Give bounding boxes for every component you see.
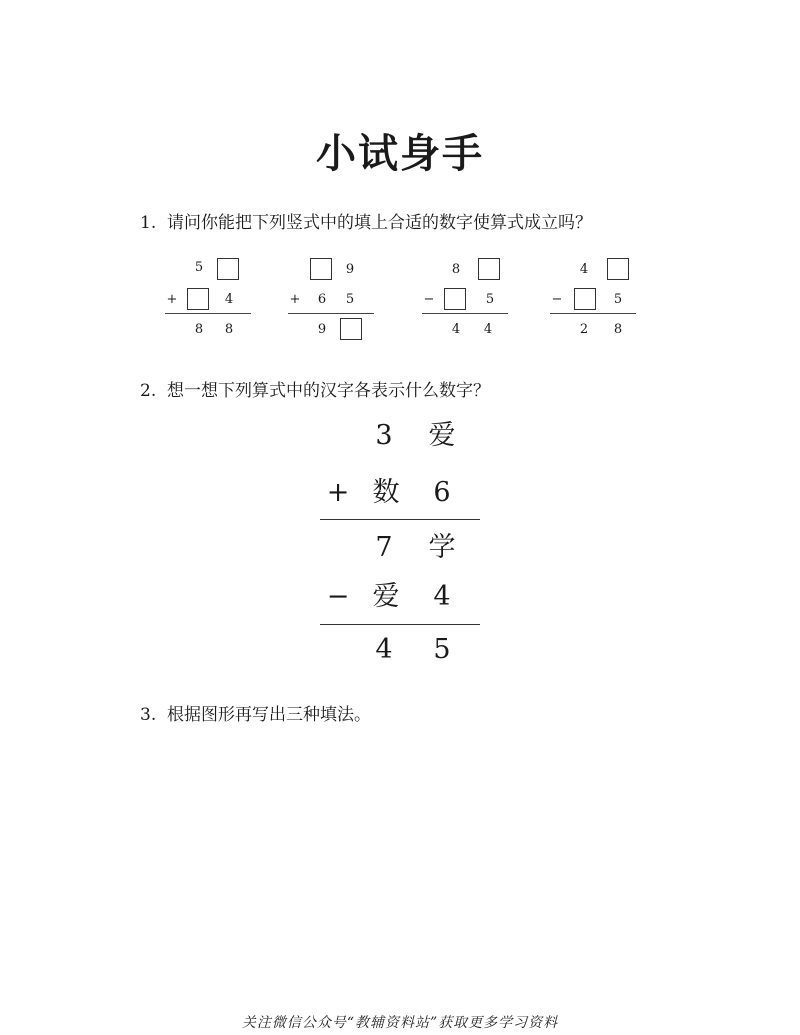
- digit: 8: [451, 262, 461, 277]
- digit: 4: [579, 262, 589, 277]
- digit: 5: [485, 292, 495, 307]
- difference-line: [422, 313, 508, 314]
- vertical-subtraction-2: [550, 258, 650, 338]
- question-text: 想一想下列算式中的汉字各表示什么数字？: [167, 381, 491, 401]
- question-3: [140, 700, 371, 725]
- sum-line: [320, 519, 480, 520]
- footer-watermark: 关注微信公众号“教辅资料站”获取更多学习资料: [241, 1015, 559, 1031]
- digit: 5: [613, 292, 623, 307]
- blank-box[interactable]: [478, 258, 500, 280]
- blank-box[interactable]: [217, 258, 239, 280]
- sum-line: [288, 313, 374, 314]
- puzzle-cell: 爱: [372, 581, 400, 612]
- digit: 5: [345, 292, 355, 307]
- puzzle-cell: 爱: [428, 420, 456, 451]
- question-number: 1.: [140, 213, 157, 233]
- blank-box[interactable]: [310, 258, 332, 280]
- digit: 9: [345, 262, 355, 277]
- puzzle-cell: 3: [375, 420, 393, 451]
- sum-line: [165, 313, 251, 314]
- digit: 5: [194, 260, 204, 275]
- question-number: 3.: [140, 705, 157, 725]
- puzzle-cell: 5: [433, 634, 451, 665]
- question-text: 根据图形再写出三种填法。: [167, 705, 372, 725]
- puzzle-cell: 7: [375, 532, 393, 563]
- difference-line: [550, 313, 636, 314]
- character-puzzle: [318, 418, 488, 668]
- digit: 8: [194, 322, 204, 337]
- blank-box[interactable]: [444, 288, 466, 310]
- question-number: 2.: [140, 381, 157, 401]
- minus-sign: −: [326, 581, 350, 612]
- digit: 9: [317, 322, 327, 337]
- digit: 4: [483, 322, 493, 337]
- vertical-addition-2: [288, 258, 388, 338]
- question-1: [140, 208, 592, 233]
- digit: 2: [579, 322, 589, 337]
- puzzle-cell: 6: [433, 477, 451, 508]
- digit: 4: [451, 322, 461, 337]
- digit: 8: [613, 322, 623, 337]
- question-2: [140, 376, 490, 401]
- digit: 4: [224, 292, 234, 307]
- plus-sign: +: [326, 477, 350, 508]
- minus-sign: −: [423, 292, 435, 307]
- difference-line: [320, 624, 480, 625]
- page-title: 小试身手: [316, 130, 484, 177]
- digit: 6: [317, 292, 327, 307]
- blank-box[interactable]: [187, 288, 209, 310]
- puzzle-cell: 4: [375, 634, 393, 665]
- digit: 8: [224, 322, 234, 337]
- blank-box[interactable]: [607, 258, 629, 280]
- puzzle-cell: 学: [428, 532, 456, 563]
- plus-sign: +: [289, 292, 301, 307]
- puzzle-cell: 数: [372, 477, 400, 508]
- puzzle-cell: 4: [433, 581, 451, 612]
- blank-box[interactable]: [340, 318, 362, 340]
- vertical-subtraction-1: [422, 258, 522, 338]
- minus-sign: −: [551, 292, 563, 307]
- vertical-addition-1: [165, 258, 265, 338]
- question-text: 请问你能把下列竖式中的填上合适的数字使算式成立吗？: [167, 213, 593, 233]
- blank-box[interactable]: [574, 288, 596, 310]
- plus-sign: +: [166, 292, 178, 307]
